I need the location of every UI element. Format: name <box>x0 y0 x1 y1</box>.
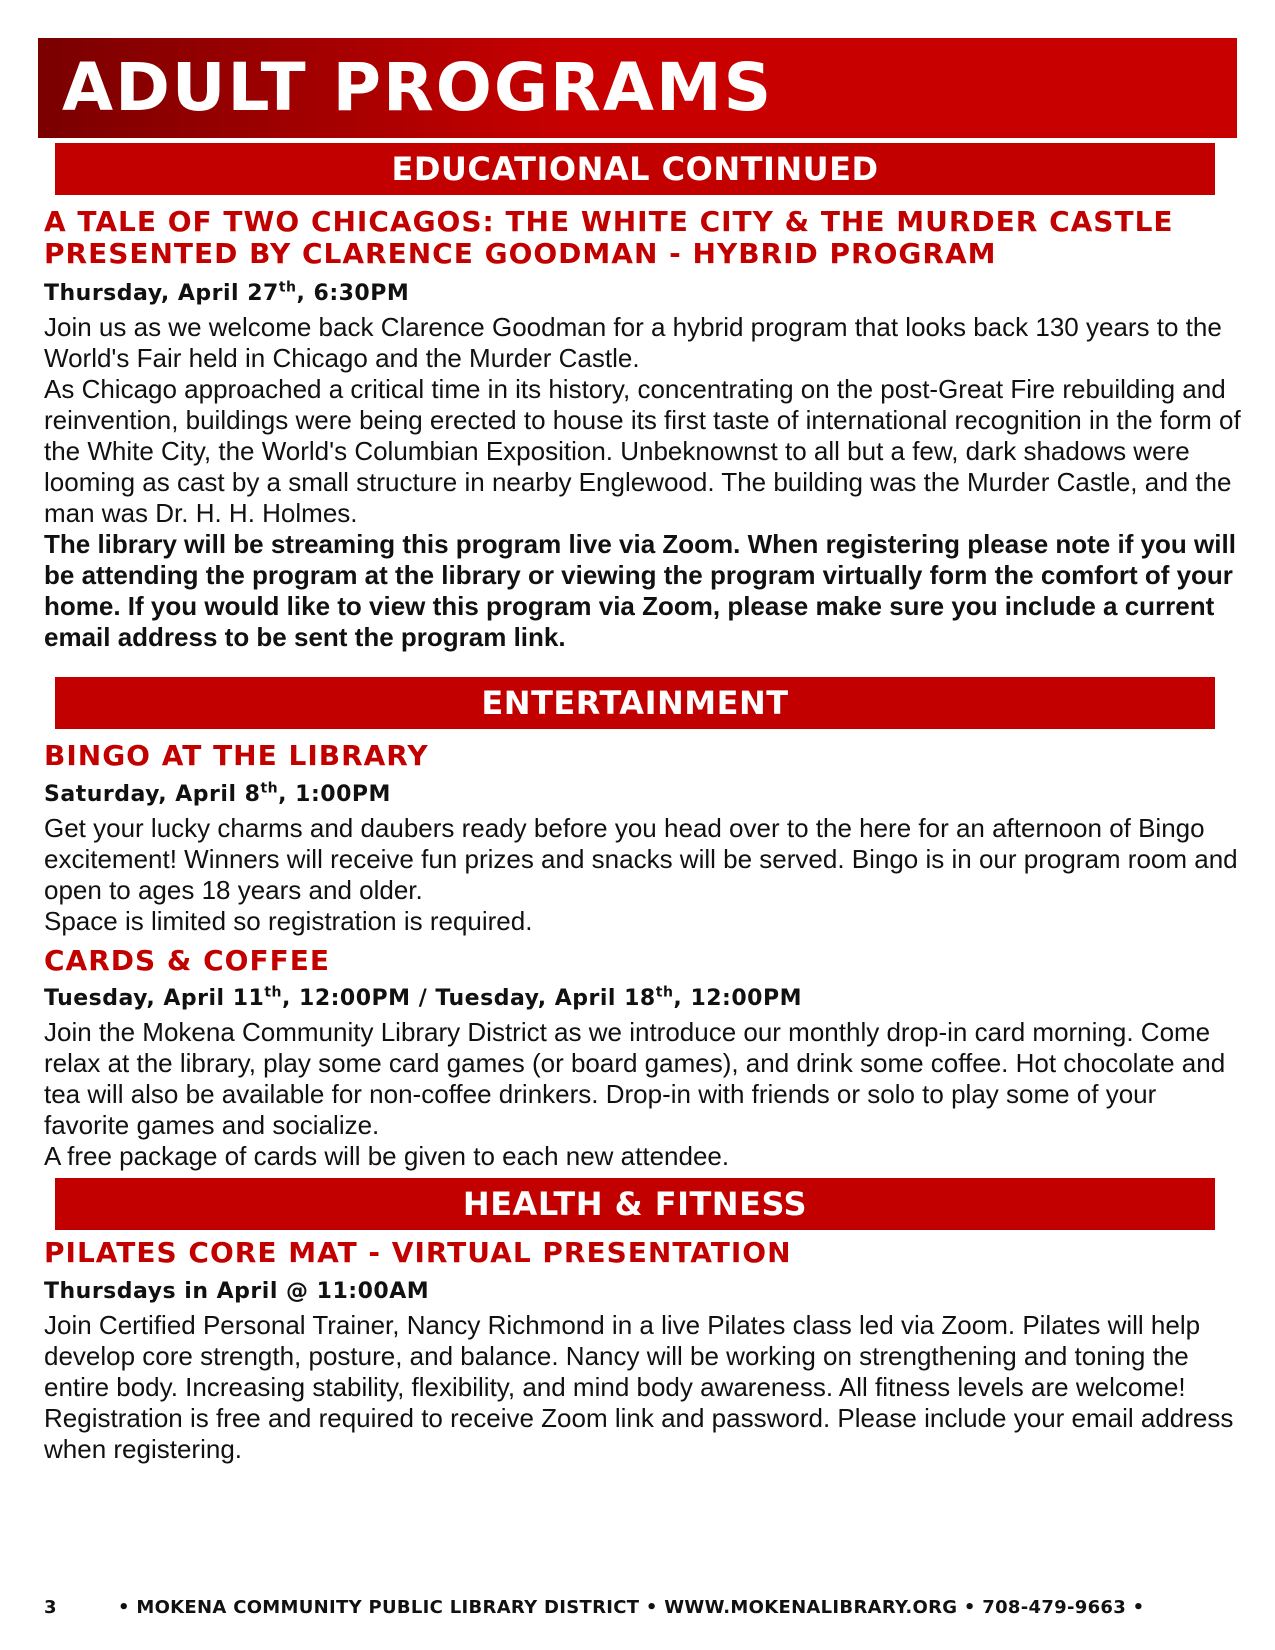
program-description <box>44 1310 1244 1465</box>
program-title: PILATES CORE MAT - VIRTUAL PRESENTATION <box>44 1236 792 1269</box>
time-text: , 1:00PM <box>278 782 391 807</box>
time-text: , 12:00PM / <box>282 986 436 1011</box>
description-paragraph: Get your lucky charms and daubers ready before you head over to the here for an afternoon of Bingo excitement! Winners will receive fun prizes and snacks will be served. Bingo is in our program room and open to ages 18 years and older. <box>44 813 1238 905</box>
description-paragraph: Join Certified Personal Trainer, Nancy Richmond in a live Pilates class led via Zoom. Pilates will help develop core strength, posture, and balance. Nancy will be working on strengthening and toning the entire body. Increasing stability, flexibility, and mind body awareness. All fitness levels are welcome! <box>44 1310 1201 1402</box>
footer-contact: • MOKENA COMMUNITY PUBLIC LIBRARY DISTRICT • WWW.MOKENALIBRARY.ORG • 708-479-9663 • <box>118 1597 1145 1618</box>
program-description <box>44 1017 1244 1172</box>
description-paragraph: As Chicago approached a critical time in its history, concentrating on the post-Great Fire rebuilding and reinvention, buildings were being erected to house its first taste of international recognition in the form of the White City, the World's Columbian Exposition. Unbeknownst to all but a few, dark shadows were looming as cast by a small structure in nearby Englewood. The building was the Murder Castle, and the man was Dr. H. H. Holmes. <box>44 374 1241 528</box>
program-date-time <box>44 781 391 809</box>
time-text: , 6:30PM <box>296 281 410 306</box>
section-heading-educational: EDUCATIONAL CONTINUED <box>55 143 1215 195</box>
description-paragraph: Registration is free and required to receive Zoom link and password. Please include your email address when registering. <box>44 1403 1234 1464</box>
date-text: Thursday, April 27 <box>44 281 279 306</box>
date-ordinal: th <box>260 780 279 797</box>
section-heading-health-fitness: HEALTH & FITNESS <box>55 1178 1215 1230</box>
section-heading-entertainment: ENTERTAINMENT <box>55 677 1215 729</box>
date-text: Tuesday, April 18 <box>435 986 656 1011</box>
description-paragraph: Join the Mokena Community Library District as we introduce our monthly drop-in card morning. Come relax at the library, play some card games (or board games), and drink some coffee. Hot chocolate and tea will also be available for non-coffee drinkers. Drop-in with friends or solo to play some of your favorite games and socialize. <box>44 1017 1226 1140</box>
zoom-note: The library will be streaming this program live via Zoom. When registering please note if you will be attending the program at the library or viewing the program virtually form the comfort of your home. If you would like to view this program via Zoom, please make sure you include a current email address to be sent the program link. <box>44 529 1236 652</box>
program-description <box>44 813 1244 937</box>
program-description <box>44 312 1244 653</box>
description-paragraph: A free package of cards will be given to each new attendee. <box>44 1141 730 1171</box>
page-title: ADULT PROGRAMS <box>62 49 774 126</box>
description-paragraph: Space is limited so registration is required. <box>44 906 533 936</box>
date-text: Saturday, April 8 <box>44 782 261 807</box>
program-date-time: Thursdays in April @ 11:00AM <box>44 1279 430 1304</box>
program-title: CARDS & COFFEE <box>44 944 330 977</box>
date-ordinal: th <box>264 984 282 1001</box>
date-ordinal: th <box>655 984 674 1001</box>
program-title: BINGO AT THE LIBRARY <box>44 739 429 772</box>
time-text: , 12:00PM <box>673 986 802 1011</box>
page-header <box>38 38 1237 138</box>
page-footer <box>44 1594 1244 1622</box>
date-text: Tuesday, April 11 <box>44 986 265 1011</box>
page-number: 3 <box>44 1597 57 1618</box>
description-paragraph: Join us as we welcome back Clarence Goodman for a hybrid program that looks back 130 years to the World's Fair held in Chicago and the Murder Castle. <box>44 312 1222 373</box>
date-ordinal: th <box>278 279 297 296</box>
program-title-line2: PRESENTED BY CLARENCE GOODMAN - HYBRID PROGRAM <box>44 237 997 270</box>
program-title-line1: A TALE OF TWO CHICAGOS: THE WHITE CITY & THE MURDER CASTLE <box>44 205 1174 238</box>
program-date-time <box>44 280 409 308</box>
program-date-time <box>44 985 802 1013</box>
